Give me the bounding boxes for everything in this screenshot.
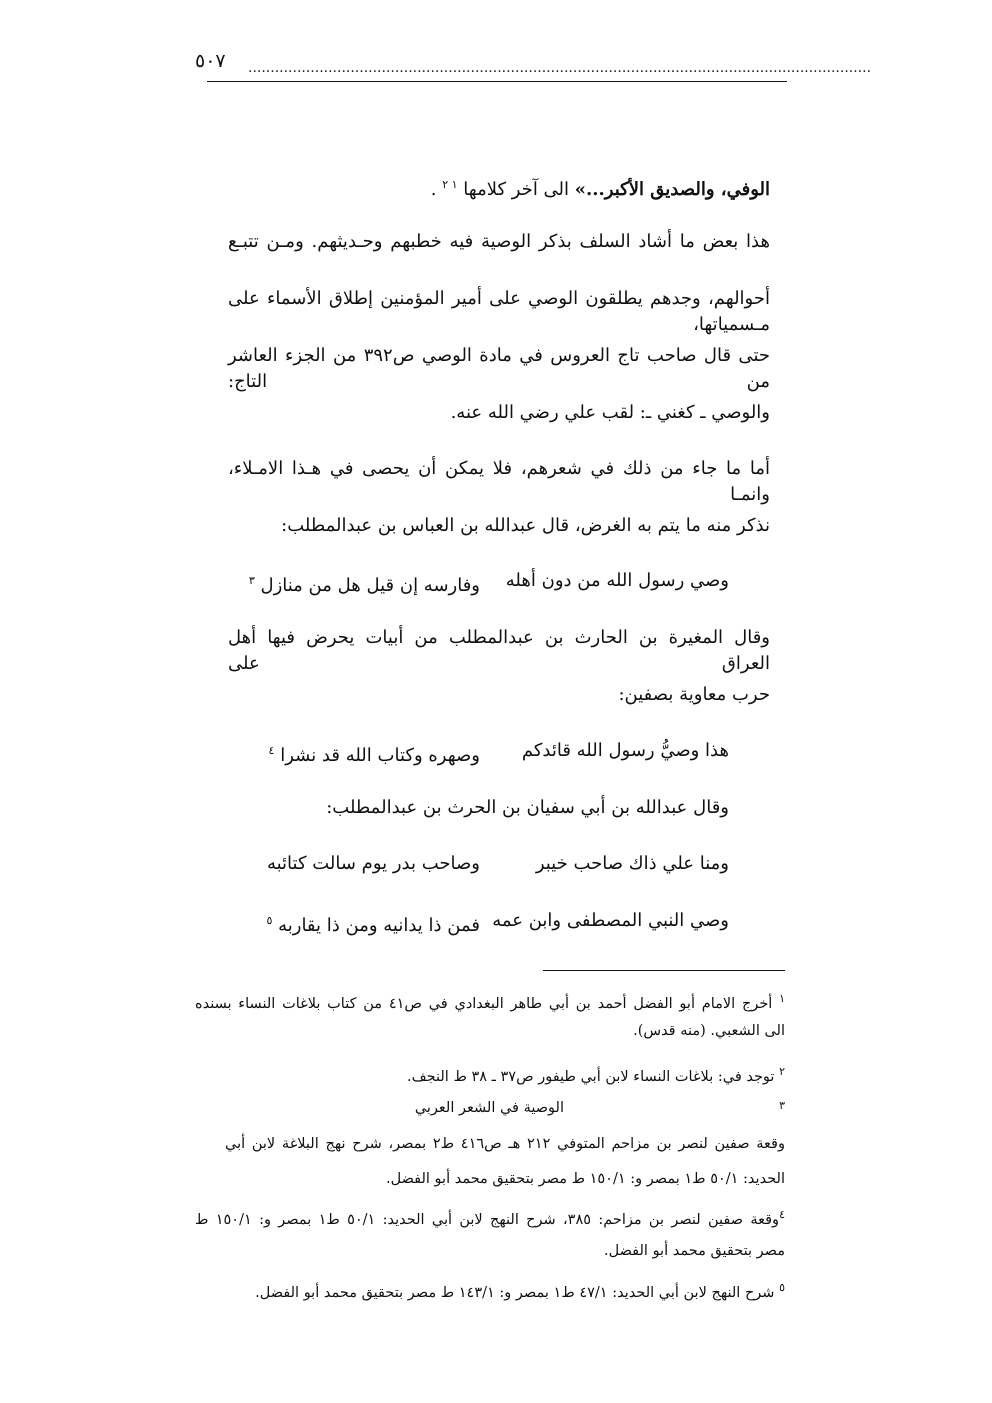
- footnote-2-line-1: [407, 1061, 785, 1088]
- verse-3-second-hemistich: وصاحب بدر يوم سالت كتائبه: [266, 853, 480, 874]
- footnote-3-number-line: [779, 1095, 785, 1122]
- footnote-1-line-1: [195, 988, 785, 1015]
- footnote-3-title: الوصية في الشعر العربي: [414, 1100, 564, 1116]
- footnote-3-number: ٣: [779, 1099, 785, 1112]
- paragraph-1-line-2: أحوالهم، وجدهم يطلقون الوصي على أمير المؤمنين إطلاق الأسماء على مـسمياتها،: [228, 288, 770, 335]
- footnote-ref-4[interactable]: ٤: [268, 744, 275, 757]
- verse-4-first-hemistich: وصي النبي المصطفى وابن عمه: [492, 910, 729, 931]
- footnote-5-number: ٥: [779, 1281, 785, 1294]
- verse-4-second-hemistich: [266, 908, 480, 939]
- line-end: .: [430, 179, 443, 200]
- header-rule: [207, 81, 787, 82]
- verse-1-second-hemistich: [249, 568, 480, 599]
- footnote-1-number: ١: [779, 992, 785, 1005]
- paragraph-1-line-4: والوصي ـ كغني ـ: لقب علي رضي الله عنه.: [450, 402, 770, 423]
- footnote-5-line-1: [255, 1277, 785, 1304]
- paragraph-4-line-1: وقال عبدالله بن أبي سفيان بن الحرث بن عبدالمطلب:: [326, 797, 729, 818]
- footnote-1-line-2: الى الشعبي. (منه قدس).: [633, 1023, 785, 1039]
- quote-ending-bold: الوفي، والصديق الأكبر...»: [574, 179, 770, 200]
- footnote-4-text: وقعة صفين لنصر بن مزاحم: ٣٨٥، شرح النهج لابن أبي الحديد: ٥٠/١ ط١ بمصر و: ١٥٠/١ ط: [195, 1211, 780, 1228]
- footnote-3-line-1: وقعة صفين لنصر بن مزاحم المتوفي ٢١٢ هـ ص٤١٦ ط٢ بمصر، شرح نهج البلاغة لابن أبي: [225, 1136, 785, 1152]
- footnote-2-number: ٢: [779, 1065, 785, 1078]
- page-number: ٥٠٧: [195, 50, 226, 72]
- footnote-4-line-1: [195, 1204, 785, 1231]
- verse-3-first-hemistich: ومنا علي ذاك صاحب خيبر: [535, 853, 729, 874]
- verse-2-second-hemistich: [269, 738, 480, 769]
- footnote-4-number: ٤: [779, 1208, 785, 1221]
- body-line-1: [431, 172, 770, 203]
- paragraph-3-line-1: وقال المغيرة بن الحارث بن عبدالمطلب من أبيات يحرض فيها أهل العراق على: [228, 627, 770, 674]
- footnote-2-text: توجد في: بلاغات النساء لابن أبي طيفور ص٣٧ ـ ٣٨ ط النجف.: [407, 1068, 775, 1085]
- footnote-ref-1-2[interactable]: ١ ٢: [442, 178, 458, 191]
- verse-1-first-hemistich: وصي رسول الله من دون أهله: [505, 570, 729, 591]
- footnote-5-text: شرح النهج لابن أبي الحديد: ٤٧/١ ط١ بمصر و: ١٤٣/١ ط مصر بتحقيق محمد أبو الفضل.: [255, 1284, 775, 1301]
- footnote-1-text: أخرج الامام أبو الفضل أحمد بن أبي طاهر البغدادي في ص٤١ من كتاب بلاغات النساء بسنده: [195, 995, 773, 1012]
- paragraph-2-line-2: نذكر منه ما يتم به الغرض، قال عبدالله بن العباس بن عبدالمطلب:: [281, 515, 770, 536]
- footnote-4-line-2: مصر بتحقيق محمد أبو الفضل.: [604, 1243, 785, 1259]
- paragraph-1-line-3: حتى قال صاحب تاج العروس في مادة الوصي ص٣٩٢ من الجزء العاشر من التاج:: [228, 345, 770, 392]
- paragraph-3-line-2: حرب معاوية بصفين:: [618, 684, 770, 705]
- verse-2-first-hemistich: هذا وصيُّ رسول الله قائدكم: [521, 740, 729, 761]
- verse-1-second-text: وفارسه إن قيل هل من منازل: [260, 575, 480, 596]
- paragraph-1-line-1: هذا بعض ما أشاد السلف بذكر الوصية فيه خطبهم وحـديثهم. ومـن تتبـع: [228, 231, 770, 252]
- footnote-3-line-2: الحديد: ٥٠/١ ط١ بمصر و: ١٥٠/١ ط مصر بتحقيق محمد أبو الفضل.: [385, 1171, 785, 1187]
- verse-2-second-text: وصهره وكتاب الله قد نشرا: [280, 745, 480, 766]
- header-dotted-leader: ............................................................................................................................................: [248, 60, 872, 76]
- footnote-ref-3[interactable]: ٣: [248, 574, 255, 587]
- footnote-ref-5[interactable]: ٥: [266, 914, 273, 927]
- footnote-separator: [543, 970, 785, 971]
- paragraph-2-line-1: أما ما جاء من ذلك في شعرهم، فلا يمكن أن يحصى في هـذا الامـلاء، وانمـا: [228, 458, 770, 505]
- quote-ending-rest: الى آخر كلامها: [457, 179, 575, 200]
- verse-4-second-text: فمن ذا يدانيه ومن ذا يقاربه: [278, 915, 480, 936]
